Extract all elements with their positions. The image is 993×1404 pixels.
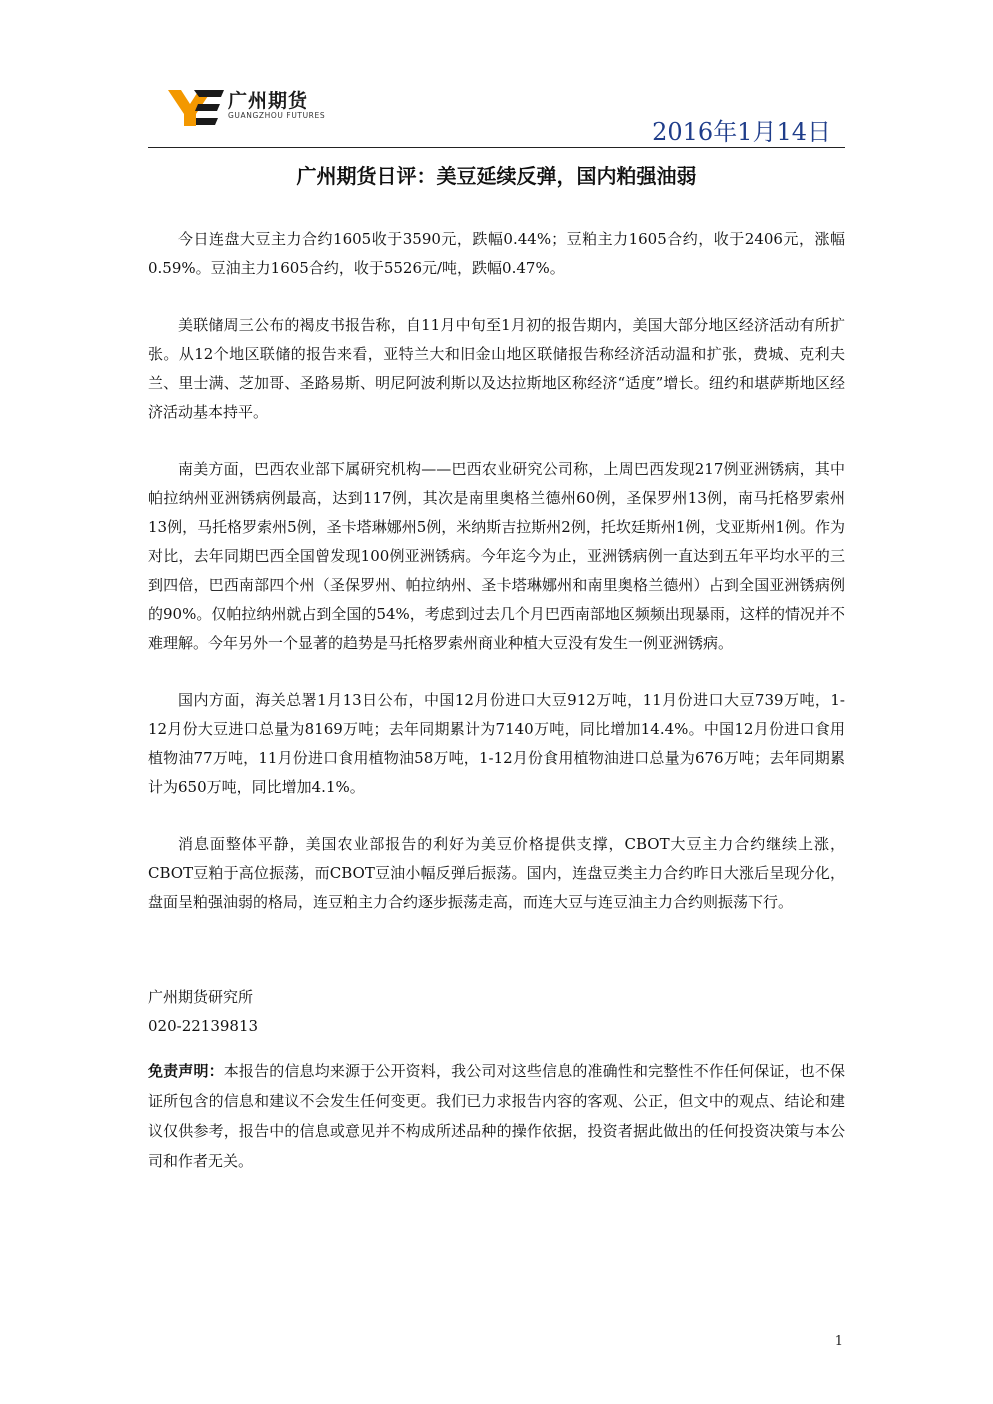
report-body bbox=[148, 225, 845, 945]
disclaimer-label: 免责声明： bbox=[148, 1062, 224, 1080]
signoff-org: 广州期货研究所 bbox=[148, 988, 254, 1006]
paragraph: 南美方面，巴西农业部下属研究机构——巴西农业研究公司称，上周巴西发现217例亚洲锈病，其中帕拉纳州亚洲锈病例最高，达到117例，其次是南里奥格兰德州60例，圣保罗州13例，南马托格罗索州13例，马托格罗索州5例，圣卡塔琳娜州5例，米纳斯吉拉斯州2例，托坎廷斯州1例，戈亚斯州1例。作为对比，去年同期巴西全国曾发现100例亚洲锈病。今年迄今为止，亚洲锈病例一直达到五年平均水平的三到四倍，巴西南部四个州（圣保罗州、帕拉纳州、圣卡塔琳娜州和南里奥格兰德州）占到全国亚洲锈病例的90%。仅帕拉纳州就占到全国的54%，考虑到过去几个月巴西南部地区频频出现暴雨，这样的情况并不难理解。今年另外一个显著的趋势是马托格罗索州商业种植大豆没有发生一例亚洲锈病。 bbox=[148, 460, 845, 652]
disclaimer bbox=[148, 1056, 845, 1176]
logo-mark-icon bbox=[168, 86, 224, 126]
page-number: 1 bbox=[834, 1334, 843, 1349]
disclaimer-text: 本报告的信息均来源于公开资料，我公司对这些信息的准确性和完整性不作任何保证，也不保证所包含的信息和建议不会发生任何变更。我们已力求报告内容的客观、公正，但文中的观点、结论和建议仅供参考，报告中的信息或意见并不构成所述品种的操作依据，投资者据此做出的任何投资决策与本公司和作者无关。 bbox=[148, 1062, 845, 1170]
signoff-phone: 020-22139813 bbox=[148, 1017, 259, 1035]
report-date: 2016年1月14日 bbox=[652, 118, 831, 146]
paragraph: 今日连盘大豆主力合约1605收于3590元，跌幅0.44%；豆粕主力1605合约，收于2406元，涨幅0.59%。豆油主力1605合约，收于5526元/吨，跌幅0.47%。 bbox=[148, 230, 845, 277]
paragraph: 国内方面，海关总署1月13日公布，中国12月份进口大豆912万吨，11月份进口大豆739万吨，1-12月份大豆进口总量为8169万吨；去年同期累计为7140万吨，同比增加14.4%。中国12月份进口食用植物油77万吨，11月份进口食用植物油58万吨，1-12月份食用植物油进口总量为676万吨；去年同期累计为650万吨，同比增加4.1%。 bbox=[148, 691, 845, 796]
paragraph: 消息面整体平静，美国农业部报告的利好为美豆价格提供支撑，CBOT大豆主力合约继续上涨，CBOT豆粕于高位振荡，而CBOT豆油小幅反弹后振荡。国内，连盘豆类主力合约昨日大涨后呈现分化，盘面呈粕强油弱的格局，连豆粕主力合约逐步振荡走高，而连大豆与连豆油主力合约则振荡下行。 bbox=[148, 835, 845, 911]
logo-subtitle: GUANGZHOU FUTURES bbox=[228, 111, 326, 120]
header-divider bbox=[148, 147, 845, 148]
company-logo bbox=[168, 86, 368, 130]
logo-name: 广州期货 bbox=[228, 90, 309, 112]
paragraph: 美联储周三公布的褐皮书报告称，自11月中旬至1月初的报告期内，美国大部分地区经济活动有所扩张。从12个地区联储的报告来看，亚特兰大和旧金山地区联储报告称经济活动温和扩张，费城、克利夫兰、里士满、芝加哥、圣路易斯、明尼阿波利斯以及达拉斯地区称经济“适度”增长。纽约和堪萨斯地区经济活动基本持平。 bbox=[148, 316, 845, 421]
signoff-block bbox=[148, 983, 258, 1041]
report-title: 广州期货日评：美豆延续反弹，国内粕强油弱 bbox=[296, 164, 697, 188]
